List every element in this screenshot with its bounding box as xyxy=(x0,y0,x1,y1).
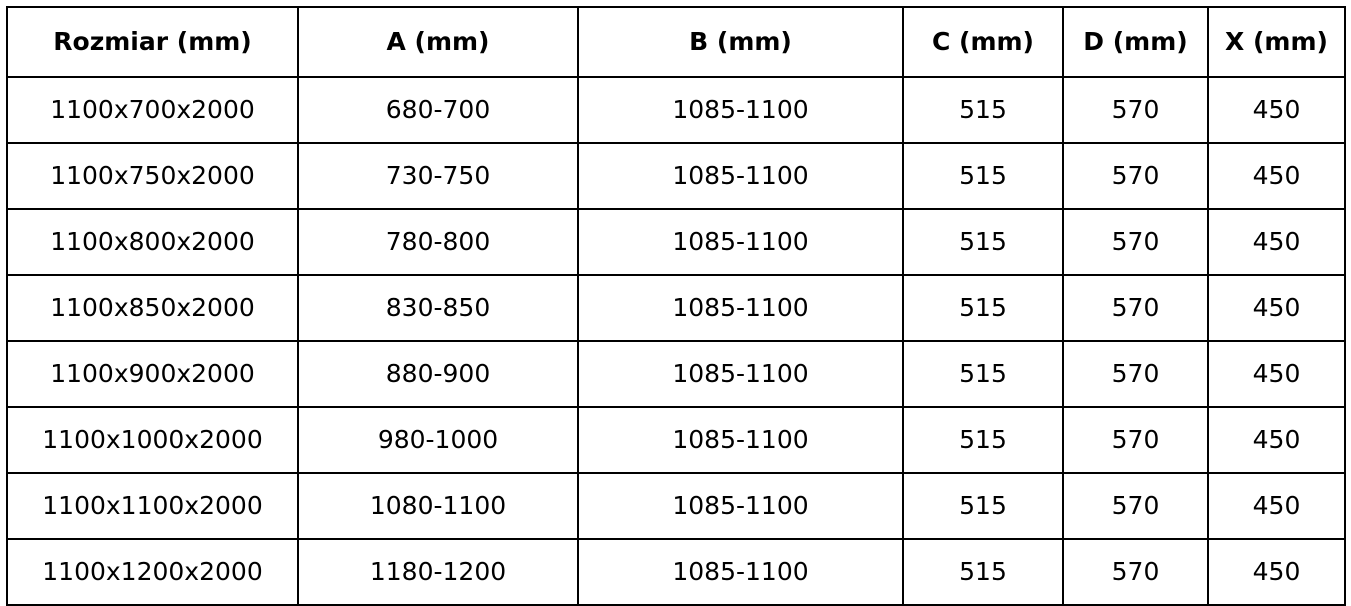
cell-x: 450 xyxy=(1208,77,1345,143)
cell-b: 1085-1100 xyxy=(578,539,903,605)
cell-b: 1085-1100 xyxy=(578,275,903,341)
table-row xyxy=(7,473,1345,539)
table-row xyxy=(7,341,1345,407)
column-header-rozmiar: Rozmiar (mm) xyxy=(7,7,298,77)
cell-d: 570 xyxy=(1063,407,1208,473)
cell-d: 570 xyxy=(1063,143,1208,209)
cell-b: 1085-1100 xyxy=(578,209,903,275)
cell-b: 1085-1100 xyxy=(578,143,903,209)
cell-rozmiar: 1100x800x2000 xyxy=(7,209,298,275)
table-row xyxy=(7,143,1345,209)
cell-c: 515 xyxy=(903,275,1063,341)
column-header-d: D (mm) xyxy=(1063,7,1208,77)
column-header-b: B (mm) xyxy=(578,7,903,77)
table-row xyxy=(7,209,1345,275)
cell-d: 570 xyxy=(1063,539,1208,605)
cell-rozmiar: 1100x850x2000 xyxy=(7,275,298,341)
cell-a: 1180-1200 xyxy=(298,539,578,605)
cell-a: 980-1000 xyxy=(298,407,578,473)
cell-rozmiar: 1100x900x2000 xyxy=(7,341,298,407)
cell-c: 515 xyxy=(903,539,1063,605)
table-row xyxy=(7,77,1345,143)
cell-x: 450 xyxy=(1208,143,1345,209)
cell-x: 450 xyxy=(1208,539,1345,605)
cell-a: 880-900 xyxy=(298,341,578,407)
cell-x: 450 xyxy=(1208,209,1345,275)
cell-d: 570 xyxy=(1063,209,1208,275)
cell-a: 730-750 xyxy=(298,143,578,209)
table-header-row xyxy=(7,7,1345,77)
cell-b: 1085-1100 xyxy=(578,473,903,539)
cell-b: 1085-1100 xyxy=(578,341,903,407)
table-row xyxy=(7,275,1345,341)
cell-c: 515 xyxy=(903,77,1063,143)
cell-x: 450 xyxy=(1208,341,1345,407)
cell-x: 450 xyxy=(1208,473,1345,539)
cell-c: 515 xyxy=(903,209,1063,275)
column-header-c: C (mm) xyxy=(903,7,1063,77)
cell-c: 515 xyxy=(903,341,1063,407)
column-header-a: A (mm) xyxy=(298,7,578,77)
table-body xyxy=(7,77,1345,605)
cell-d: 570 xyxy=(1063,275,1208,341)
cell-a: 680-700 xyxy=(298,77,578,143)
table-row xyxy=(7,407,1345,473)
size-table xyxy=(6,6,1346,606)
cell-x: 450 xyxy=(1208,275,1345,341)
cell-b: 1085-1100 xyxy=(578,407,903,473)
cell-x: 450 xyxy=(1208,407,1345,473)
cell-rozmiar: 1100x1100x2000 xyxy=(7,473,298,539)
cell-rozmiar: 1100x1000x2000 xyxy=(7,407,298,473)
table-row xyxy=(7,539,1345,605)
table-header xyxy=(7,7,1345,77)
cell-a: 1080-1100 xyxy=(298,473,578,539)
cell-d: 570 xyxy=(1063,341,1208,407)
column-header-x: X (mm) xyxy=(1208,7,1345,77)
cell-rozmiar: 1100x1200x2000 xyxy=(7,539,298,605)
cell-rozmiar: 1100x700x2000 xyxy=(7,77,298,143)
cell-a: 780-800 xyxy=(298,209,578,275)
cell-c: 515 xyxy=(903,143,1063,209)
cell-a: 830-850 xyxy=(298,275,578,341)
cell-c: 515 xyxy=(903,473,1063,539)
cell-c: 515 xyxy=(903,407,1063,473)
cell-rozmiar: 1100x750x2000 xyxy=(7,143,298,209)
cell-d: 570 xyxy=(1063,473,1208,539)
cell-b: 1085-1100 xyxy=(578,77,903,143)
cell-d: 570 xyxy=(1063,77,1208,143)
